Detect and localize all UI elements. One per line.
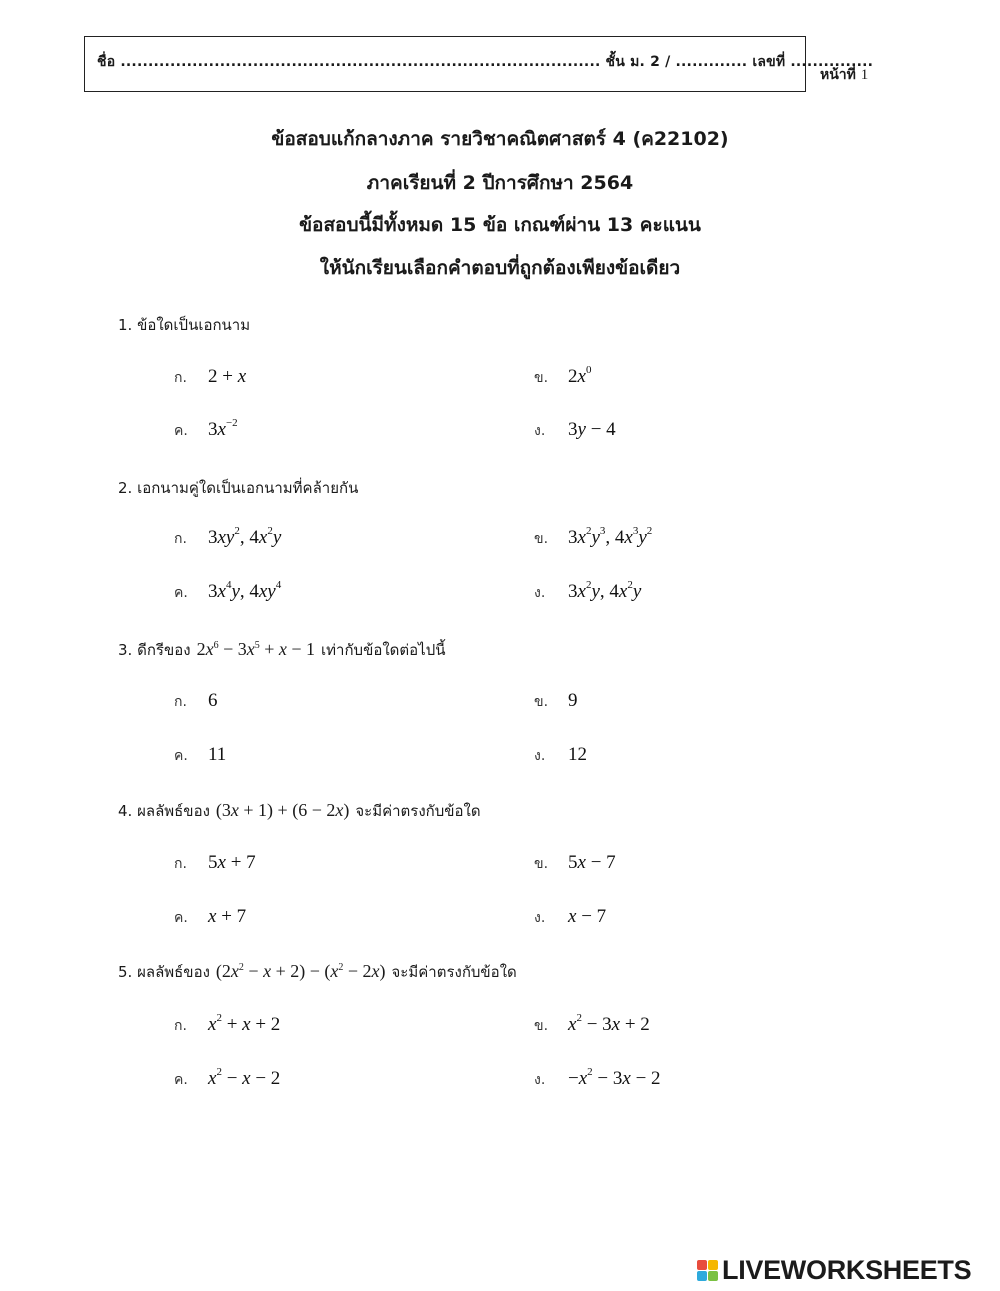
q1-option-d[interactable]: ง. 3y − 4 <box>534 419 616 440</box>
question-expression: (3x + 1) + (6 − 2x) <box>215 800 350 820</box>
question-3 <box>118 638 445 662</box>
option-label: ค. <box>174 423 188 440</box>
option-label: ข. <box>534 531 549 548</box>
liveworksheets-logo <box>697 1255 971 1285</box>
option-label: ข. <box>534 1018 549 1035</box>
q5-option-c[interactable]: ค. $x^2 - x - 2$ <box>174 1066 281 1090</box>
question-text: เอกนามคู่ใดเป็นเอกนามที่คล้ายกัน <box>137 479 359 497</box>
question-2 <box>118 476 358 500</box>
q2-option-b[interactable]: ข. $3x^2y^3$, $4x^3y^2$ <box>534 525 653 549</box>
q2-option-c[interactable]: ค. $3x^4y$, $4xy^4$ <box>174 579 282 603</box>
option-label: ค. <box>174 585 188 602</box>
exam-title: ข้อสอบแก้กลางภาค รายวิชาคณิตศาสตร์ 4 (ค22102) <box>271 128 729 150</box>
option-label: ง. <box>534 585 546 602</box>
question-1 <box>118 313 250 337</box>
question-number: 4. <box>118 802 133 820</box>
q4-option-b[interactable]: ข. 5x − 7 <box>534 852 616 873</box>
option-label: ข. <box>534 856 549 872</box>
option-label: ค. <box>174 748 188 764</box>
student-info-line: ชื่อ ....................................................................................... ชั้น ม. 2 / ............. เลขที่ ............... <box>97 54 874 70</box>
option-value: 9 <box>568 690 578 711</box>
logo-square <box>708 1260 718 1270</box>
question-5 <box>118 960 517 984</box>
question-text-before: ผลลัพธ์ของ <box>137 802 210 820</box>
exam-criteria: ข้อสอบนี้มีทั้งหมด 15 ข้อ เกณฑ์ผ่าน 13 คะแนน <box>299 214 701 236</box>
option-label: ข. <box>534 694 549 710</box>
exam-semester: ภาคเรียนที่ 2 ปีการศึกษา 2564 <box>366 172 634 194</box>
option-label: ง. <box>534 1072 546 1089</box>
option-label: ค. <box>174 910 188 926</box>
option-value: 6 <box>208 690 218 711</box>
question-text-before: ดีกรีของ <box>137 641 191 659</box>
logo-square <box>697 1260 707 1270</box>
option-label: ก. <box>174 531 187 548</box>
option-label: ง. <box>534 748 546 764</box>
q5-option-a[interactable]: ก. $x^2 + x + 2$ <box>174 1012 281 1036</box>
q3-option-c[interactable] <box>174 744 226 767</box>
q4-option-c[interactable]: ค. x + 7 <box>174 906 247 927</box>
q3-option-a[interactable] <box>174 690 218 713</box>
page-number <box>820 64 868 86</box>
exam-instruction: ให้นักเรียนเลือกคำตอบที่ถูกต้องเพียงข้อเดียว <box>319 257 681 279</box>
question-number: 3. <box>118 641 133 659</box>
question-text-after: จะมีค่าตรงกับข้อใด <box>355 802 481 820</box>
option-label: ง. <box>534 910 546 926</box>
q3-option-b[interactable] <box>534 690 578 713</box>
logo-square <box>708 1271 718 1281</box>
q4-option-a[interactable]: ก. 5x + 7 <box>174 852 256 873</box>
page-number-value: 1 <box>860 67 869 83</box>
q1-option-b[interactable]: ข. $2x^0$ <box>534 364 592 388</box>
logo-square <box>697 1271 707 1281</box>
q2-option-d[interactable]: ง. $3x^2y$, $4x^2y$ <box>534 579 642 603</box>
question-number: 2. <box>118 479 133 497</box>
option-label: ข. <box>534 370 549 387</box>
page-number-label: หน้าที่ <box>820 67 856 83</box>
option-label: ก. <box>174 1018 187 1035</box>
option-label: ค. <box>174 1072 188 1089</box>
q1-option-c[interactable]: ค. $3x^{-2}$ <box>174 417 238 441</box>
q5-option-b[interactable]: ข. $x^2 - 3x + 2$ <box>534 1012 650 1036</box>
question-text-after: จะมีค่าตรงกับข้อใด <box>391 963 517 981</box>
option-label: ง. <box>534 423 546 439</box>
option-value: 12 <box>568 744 587 765</box>
question-expression: $(2x^2 - x + 2) - (x^2 - 2x)$ <box>215 961 386 981</box>
question-number: 5. <box>118 963 133 981</box>
option-label: ก. <box>174 370 187 386</box>
question-number: 1. <box>118 316 133 334</box>
question-4 <box>118 799 481 823</box>
question-text-before: ผลลัพธ์ของ <box>137 963 210 981</box>
option-label: ก. <box>174 856 187 872</box>
q5-option-d[interactable]: ง. $-x^2 - 3x - 2$ <box>534 1066 661 1090</box>
question-expression: $2x^6 - 3x^5 + x - 1$ <box>196 639 316 659</box>
q2-option-a[interactable]: ก. $3xy^2$, $4x^2y$ <box>174 525 282 549</box>
logo-text: LIVEWORKSHEETS <box>722 1254 972 1285</box>
option-label: ก. <box>174 694 187 710</box>
question-text-after: เท่ากับข้อใดต่อไปนี้ <box>321 641 446 659</box>
logo-mark-icon <box>697 1260 718 1281</box>
q4-option-d[interactable]: ง. x − 7 <box>534 906 607 927</box>
q1-option-a[interactable]: ก. 2 + x <box>174 366 247 387</box>
question-text: ข้อใดเป็นเอกนาม <box>137 316 251 334</box>
option-value: 11 <box>208 744 227 765</box>
q3-option-d[interactable] <box>534 744 587 767</box>
